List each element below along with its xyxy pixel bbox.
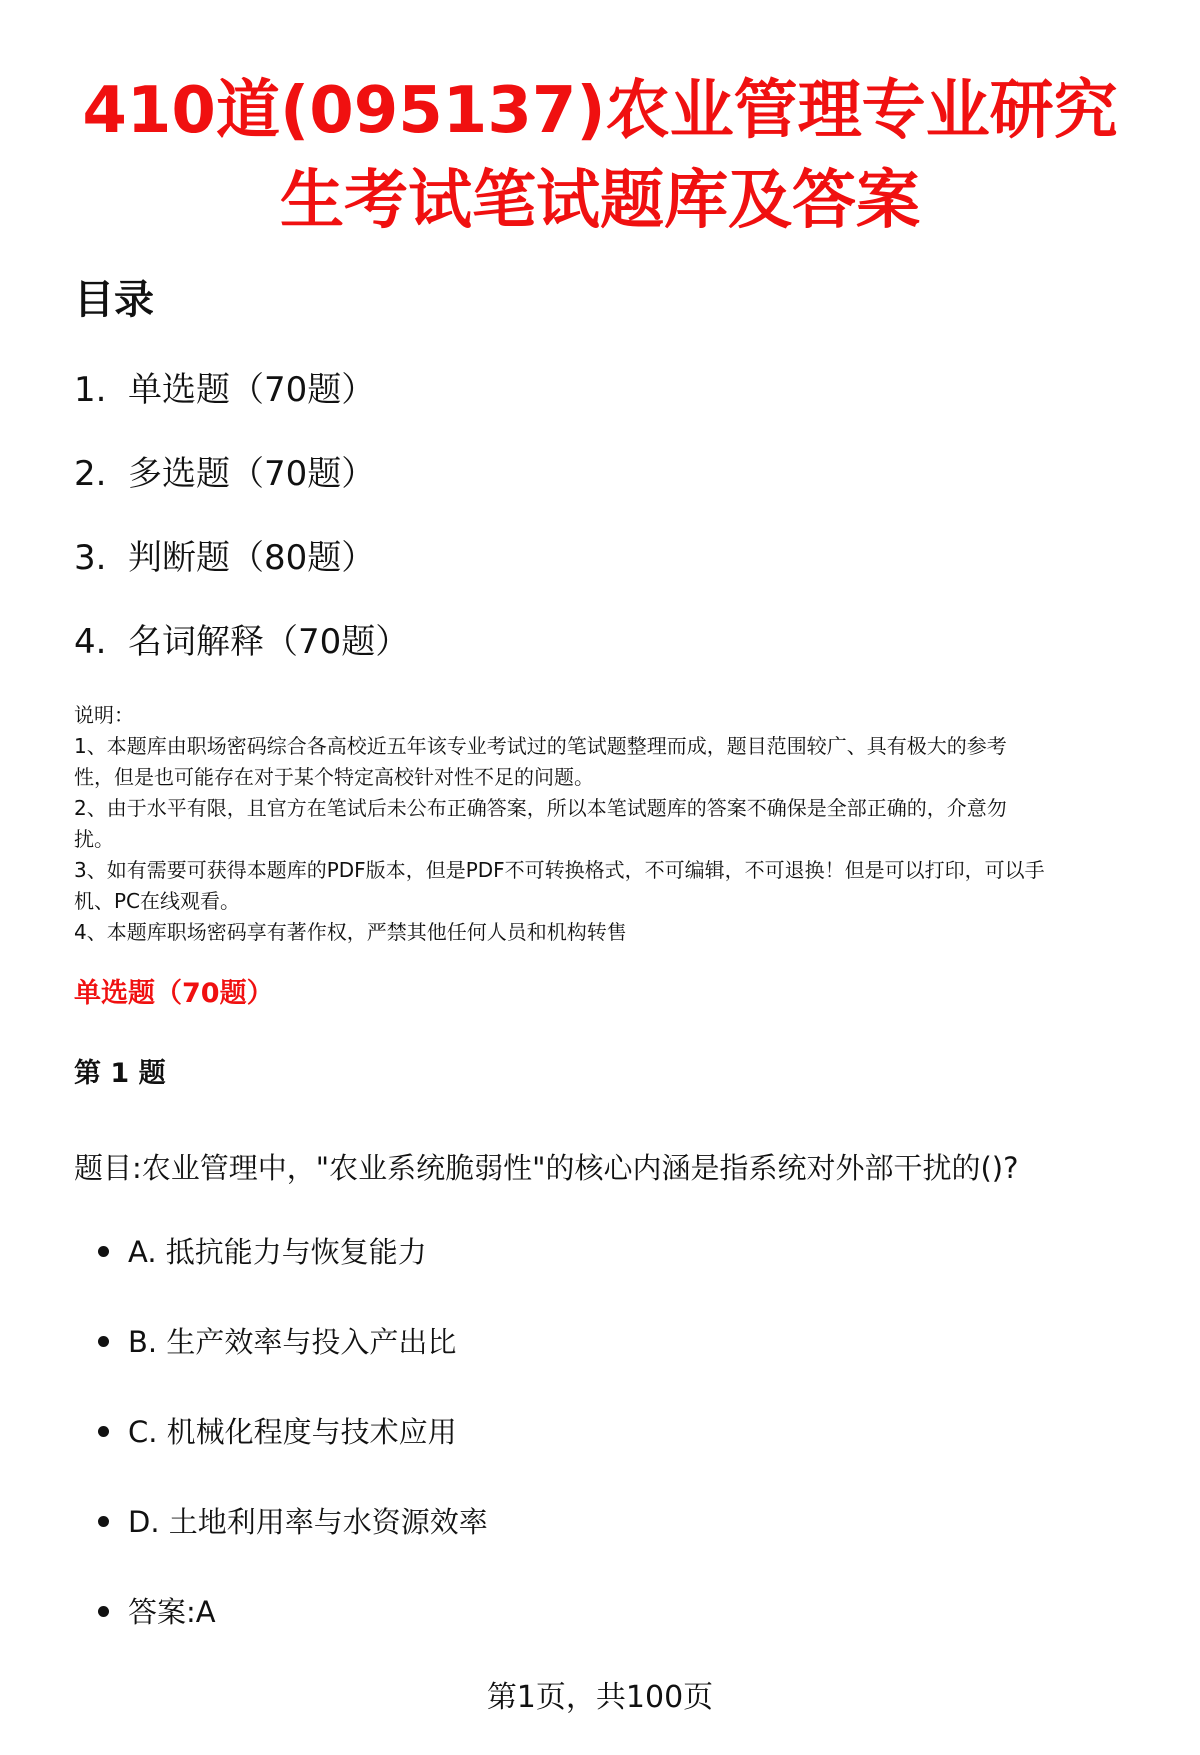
answer-options [74,1230,488,1680]
question-number: 第 1 题 [74,1058,166,1089]
section-heading: 单选题（70题） [74,978,274,1009]
toc-item-label: 多选题（70题） [128,454,376,494]
bullet-icon [98,1606,109,1617]
toc-item-number: 1. [74,370,107,410]
bullet-icon [98,1516,109,1527]
document-title-line-1: 410道(095137)农业管理专业研究 [82,74,1118,148]
option-text: D. 土地利用率与水资源效率 [128,1505,488,1539]
bullet-icon [98,1246,109,1257]
option-item [74,1320,488,1410]
toc-item-number: 2. [74,454,107,494]
toc-item[interactable] [74,360,409,444]
option-text: A. 抵抗能力与恢复能力 [128,1235,427,1269]
notes-line: 1、本题库由职场密码综合各高校近五年该专业考试过的笔试题整理而成，题目范围较广、具有极大的参考 [74,734,1007,758]
document-title [60,66,1140,246]
notes-line: 4、本题库职场密码享有著作权，严禁其他任何人员和机构转售 [74,920,627,944]
option-text: C. 机械化程度与技术应用 [128,1415,457,1449]
toc-item-label: 名词解释（70题） [128,622,410,662]
option-item [74,1500,488,1590]
notes-line: 机、PC在线观看。 [74,889,241,913]
notes-block [74,700,1164,948]
toc-item-label: 单选题（70题） [128,370,376,410]
toc-item-number: 4. [74,622,107,662]
answer-item [74,1590,488,1680]
question-text: 题目:农业管理中，"农业系统脆弱性"的核心内涵是指系统对外部干扰的()? [74,1151,1019,1185]
document-title-line-2: 生考试笔试题库及答案 [280,164,920,238]
bullet-icon [98,1426,109,1437]
option-item [74,1410,488,1500]
toc-item[interactable] [74,528,409,612]
notes-line: 3、如有需要可获得本题库的PDF版本，但是PDF不可转换格式，不可编辑，不可退换！但是可以打印，可以手 [74,858,1045,882]
notes-line: 性，但是也可能存在对于某个特定高校针对性不足的问题。 [74,765,594,789]
answer-text: 答案:A [128,1595,216,1629]
bullet-icon [98,1336,109,1347]
page-footer: 第1页，共100页 [486,1680,714,1715]
notes-line: 2、由于水平有限，且官方在笔试后未公布正确答案，所以本笔试题库的答案不确保是全部正确的，介意勿 [74,796,1007,820]
table-of-contents [74,360,409,696]
toc-item-number: 3. [74,538,107,578]
notes-label: 说明： [74,703,134,727]
option-text: B. 生产效率与投入产出比 [128,1325,457,1359]
toc-heading: 目录 [74,277,154,323]
toc-item[interactable] [74,444,409,528]
notes-line: 扰。 [74,827,114,851]
option-item [74,1230,488,1320]
toc-item[interactable] [74,612,409,696]
toc-item-label: 判断题（80题） [128,538,376,578]
